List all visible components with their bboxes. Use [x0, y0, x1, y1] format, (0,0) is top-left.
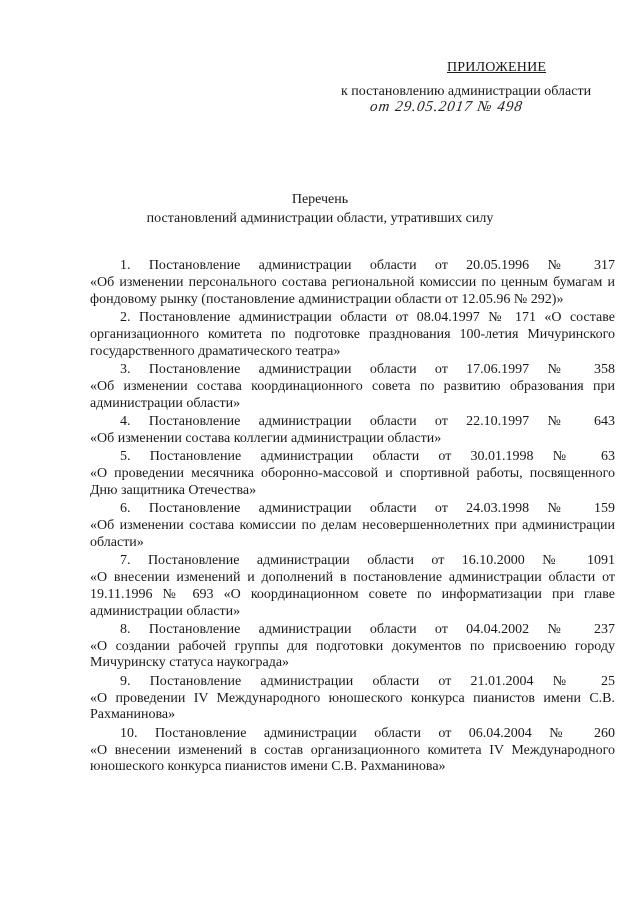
list-item-first-line: 2. Постановление администрации области от 08.04.1997 № 171 «О составе: [120, 309, 615, 325]
list-item-first-line: 4. Постановление администрации области от 22.10.1997 № 643: [120, 413, 615, 429]
list-item: [90, 310, 615, 360]
title-line-1: Перечень: [291, 192, 349, 207]
list-item: [90, 501, 615, 551]
list-item: [90, 553, 615, 620]
list-item-text: «О создании рабочей группы для подготовки документов по присвоению городу Мичуринску статуса наукограда»: [90, 638, 615, 671]
list-item-first-line: 7. Постановление администрации области от 16.10.2000 № 1091: [120, 553, 615, 569]
list-item-text: «Об изменении состава координационного совета по развитию образования при администрации области»: [90, 378, 615, 411]
list-item-text: «Об изменении состава комиссии по делам несовершеннолетних при администрации области»: [90, 517, 615, 550]
list-item: [90, 449, 615, 499]
document-title: [0, 190, 640, 228]
list-item-text: «Об изменении персонального состава региональной комиссии по ценным бумагам и фондовому рынку (постановление администрации области от 12.05.96 № 292)»: [90, 274, 615, 307]
list-item-first-line: 5. Постановление администрации области от 30.01.1998 № 63: [120, 449, 615, 465]
list-item-text: «Об изменении состава коллегии администрации области»: [90, 430, 442, 446]
appendix-title: ПРИЛОЖЕНИЕ: [447, 60, 547, 75]
resolutions-list: [90, 258, 615, 778]
list-item-text: организационного комитета по подготовке празднования 100-летия Мичуринского государственного драматического театра»: [90, 326, 615, 359]
list-item-text: «О внесении изменений и дополнений в постановление администрации области от 19.11.1996 № 693 «О координационном совете по информатизации при главе администрации области»: [90, 569, 615, 619]
list-item-first-line: 10. Постановление администрации области от 06.04.2004 № 260: [120, 725, 615, 741]
list-item: [90, 674, 615, 724]
list-item: [90, 258, 615, 308]
title-line-2: постановлений администрации области, утративших силу: [146, 211, 494, 226]
list-item-first-line: 3. Постановление администрации области от 17.06.1997 № 358: [120, 361, 615, 377]
list-item-text: «О внесении изменений в состав организационного комитета IV Международного юношеского конкурса пианистов имени С.В. Рахманинова»: [90, 742, 615, 775]
list-item: [90, 362, 615, 412]
list-item-text: «О проведении месячника оборонно-массовой и спортивной работы, посвященного Дню защитника Отечества»: [90, 465, 615, 498]
list-item-text: «О проведении IV Международного юношеского конкурса пианистов имени С.В. Рахманинова»: [90, 690, 615, 723]
list-item-first-line: 1. Постановление администрации области от 20.05.1996 № 317: [120, 258, 615, 273]
list-item: [90, 414, 615, 448]
list-item: [90, 622, 615, 672]
list-item: [90, 726, 615, 776]
list-item-first-line: 8. Постановление администрации области от 04.04.2002 № 237: [120, 621, 615, 637]
appendix-reference: к постановлению администрации области: [341, 84, 592, 99]
handwritten-date-number: от 29.05.2017 № 498: [368, 99, 524, 115]
list-item-first-line: 9. Постановление администрации области от 21.01.2004 № 25: [120, 673, 615, 689]
list-item-first-line: 6. Постановление администрации области от 24.03.1998 № 159: [120, 501, 615, 517]
